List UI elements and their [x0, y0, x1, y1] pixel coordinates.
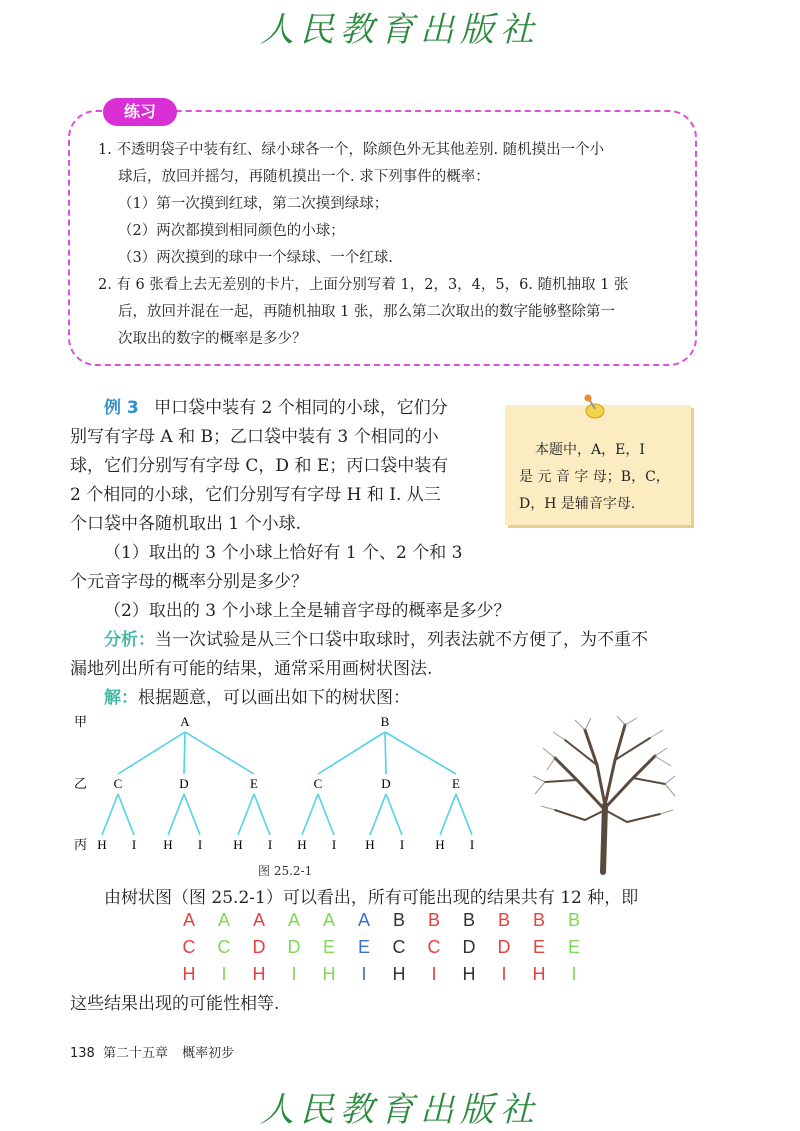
- tree-branch: [238, 794, 254, 835]
- outcome-grid: [172, 910, 592, 994]
- tree-node-level3: I: [131, 837, 137, 852]
- outcome-letter: I: [501, 964, 507, 984]
- outcome-letter: A: [252, 910, 265, 930]
- publisher-logo-top: 人民教育出版社: [260, 10, 540, 50]
- exercise-line: （3）两次摸到的球中一个绿球、一个红球.: [118, 250, 393, 266]
- result-text: 由树状图（图 25.2-1）可以看出，所有可能出现的结果共有 12 种，即: [104, 888, 639, 908]
- example-line: 2 个相同的小球，它们分别写有字母 H 和 I. 从三: [70, 485, 441, 505]
- tree-node-level3: I: [469, 837, 475, 852]
- note-line: 是 元 音 字 母；B，C，: [519, 469, 670, 485]
- outcome-letter: E: [357, 937, 370, 957]
- example-text: 甲口袋中装有 2 个相同的小球，它们分: [154, 398, 448, 418]
- tree-branch: [386, 794, 402, 835]
- tree-node-level3: H: [435, 837, 445, 852]
- tree-branch: [168, 794, 184, 835]
- outcome-letter: H: [252, 964, 266, 984]
- tree-diagram: [60, 708, 500, 868]
- outcome-letter: I: [221, 964, 227, 984]
- tree-node-level3: I: [331, 837, 337, 852]
- tree-branch: [370, 794, 386, 835]
- tree-branch: [302, 794, 318, 835]
- tree-branch: [118, 794, 134, 835]
- example-question: （1）取出的 3 个小球上恰好有 1 个、2 个和 3: [104, 543, 463, 563]
- example-line: 球，它们分别写有字母 C，D 和 E；丙口袋中装有: [70, 456, 449, 476]
- outcome-letter: D: [252, 937, 266, 957]
- tree-node-level3: H: [365, 837, 375, 852]
- tree-branch: [102, 794, 118, 835]
- conclusion-text: 这些结果出现的可能性相等.: [70, 994, 280, 1014]
- tree-branch: [385, 732, 386, 774]
- side-note: [505, 405, 691, 525]
- tree-node-level2: D: [179, 776, 189, 791]
- analysis-label: 分析：: [104, 630, 155, 650]
- outcome-letter: H: [182, 964, 196, 984]
- solution-text: 根据题意，可以画出如下的树状图：: [138, 688, 410, 708]
- chapter-label: 第二十五章: [102, 1046, 168, 1061]
- outcome-letter: B: [567, 910, 580, 930]
- pushpin-icon: [579, 393, 609, 423]
- note-line: D，H 是辅音字母.: [519, 496, 636, 512]
- outcome-letter: H: [322, 964, 336, 984]
- outcome-letter: I: [431, 964, 437, 984]
- example-line: 个元音字母的概率分别是多少？: [70, 572, 308, 592]
- outcome-letter: B: [532, 910, 545, 930]
- tree-node-level3: H: [163, 837, 173, 852]
- outcome-letter: A: [287, 910, 300, 930]
- example-question: （2）取出的 3 个小球上全是辅音字母的概率是多少？: [104, 601, 511, 621]
- outcome-letter: A: [322, 910, 335, 930]
- outcome-letter: C: [217, 937, 231, 957]
- outcome-letter: H: [462, 964, 476, 984]
- tree-node-level2: C: [113, 776, 123, 791]
- tree-node-level2: D: [381, 776, 391, 791]
- analysis-line: 漏地列出所有可能的结果，通常采用画树状图法.: [70, 659, 433, 679]
- tree-branches: [102, 732, 472, 835]
- tree-node-level3: H: [297, 837, 307, 852]
- analysis-line: [104, 626, 648, 655]
- outcome-letter: E: [322, 937, 335, 957]
- tree-branch: [385, 732, 456, 774]
- tree-branch: [318, 794, 334, 835]
- tree-node-level3: H: [97, 837, 107, 852]
- tree-node-level2: E: [452, 776, 460, 791]
- chapter-title: 概率初步: [182, 1046, 235, 1061]
- outcome-letter: A: [182, 910, 195, 930]
- outcome-letter: C: [182, 937, 196, 957]
- outcome-letter: D: [497, 937, 511, 957]
- tree-illustration: [525, 710, 680, 875]
- outcome-letter: H: [532, 964, 546, 984]
- example-line: 个口袋中各随机取出 1 个小球.: [70, 514, 302, 534]
- tree-node-level1: B: [380, 714, 390, 729]
- outcome-letter: I: [571, 964, 577, 984]
- row-label-jia: 甲: [74, 715, 88, 730]
- exercise-line: 后，放回并混在一起，再随机抽取 1 张，那么第二次取出的数字能够整除第一: [118, 304, 615, 320]
- outcome-letter: I: [291, 964, 297, 984]
- tree-node-level1: A: [180, 714, 190, 729]
- figure-caption: 图 25.2-1: [258, 864, 313, 878]
- outcome-letter: H: [392, 964, 406, 984]
- outcome-letter: C: [427, 937, 441, 957]
- outcome-letter: B: [497, 910, 510, 930]
- exercise-line: 2. 有 6 张看上去无差别的卡片，上面分别写着 1，2，3，4，5，6. 随机抽取 1 张: [98, 277, 629, 293]
- outcome-letter: A: [357, 910, 370, 930]
- tree-node-level3: H: [233, 837, 243, 852]
- tree-branch: [184, 794, 200, 835]
- exercise-line: （2）两次都摸到相同颜色的小球；: [118, 223, 345, 239]
- tree-branch: [440, 794, 456, 835]
- outcome-letter: B: [427, 910, 440, 930]
- page-footer: [70, 1042, 234, 1061]
- tree-branch: [184, 732, 185, 774]
- exercise-line: 球后，放回并摇匀，再随机摸出一个. 求下列事件的概率：: [118, 169, 490, 185]
- solution-label: 解：: [104, 688, 138, 708]
- exercise-tab: 练习: [103, 98, 177, 126]
- note-line: 本题中，A，E，I: [535, 442, 645, 458]
- outcome-letter: I: [361, 964, 367, 984]
- tree-branch: [118, 732, 185, 774]
- page-number: 138: [70, 1046, 95, 1061]
- tree-branch: [254, 794, 270, 835]
- outcome-letter: D: [462, 937, 476, 957]
- exercise-line: （1）第一次摸到红球，第二次摸到绿球；: [118, 196, 389, 212]
- example-label: 例 3: [104, 398, 139, 418]
- row-label-yi: 乙: [74, 777, 88, 792]
- row-label-bing: 丙: [74, 838, 88, 853]
- outcome-letter: E: [532, 937, 545, 957]
- tree-branch: [185, 732, 254, 774]
- outcome-letter: C: [392, 937, 406, 957]
- example-first-line: [104, 394, 448, 423]
- example-line: 别写有字母 A 和 B；乙口袋中装有 3 个相同的小: [70, 427, 439, 447]
- outcome-letter: D: [287, 937, 301, 957]
- tree-branch: [456, 794, 472, 835]
- tree-branch: [318, 732, 385, 774]
- outcome-letter: E: [567, 937, 580, 957]
- outcome-letter: B: [462, 910, 475, 930]
- tree-node-level2: C: [313, 776, 323, 791]
- tree-nodes: [97, 714, 474, 852]
- tree-node-level2: E: [250, 776, 258, 791]
- tree-node-level3: I: [399, 837, 405, 852]
- exercise-line: 次取出的数字的概率是多少？: [118, 331, 307, 347]
- publisher-logo-bottom: 人民教育出版社: [260, 1090, 540, 1130]
- tree-node-level3: I: [197, 837, 203, 852]
- tree-node-level3: I: [267, 837, 273, 852]
- exercise-line: 1. 不透明袋子中装有红、绿小球各一个，除颜色外无其他差别. 随机摸出一个小: [98, 142, 605, 158]
- outcome-letter: A: [217, 910, 230, 930]
- analysis-text: 当一次试验是从三个口袋中取球时，列表法就不方便了，为不重不: [155, 630, 648, 650]
- outcome-letter: B: [392, 910, 405, 930]
